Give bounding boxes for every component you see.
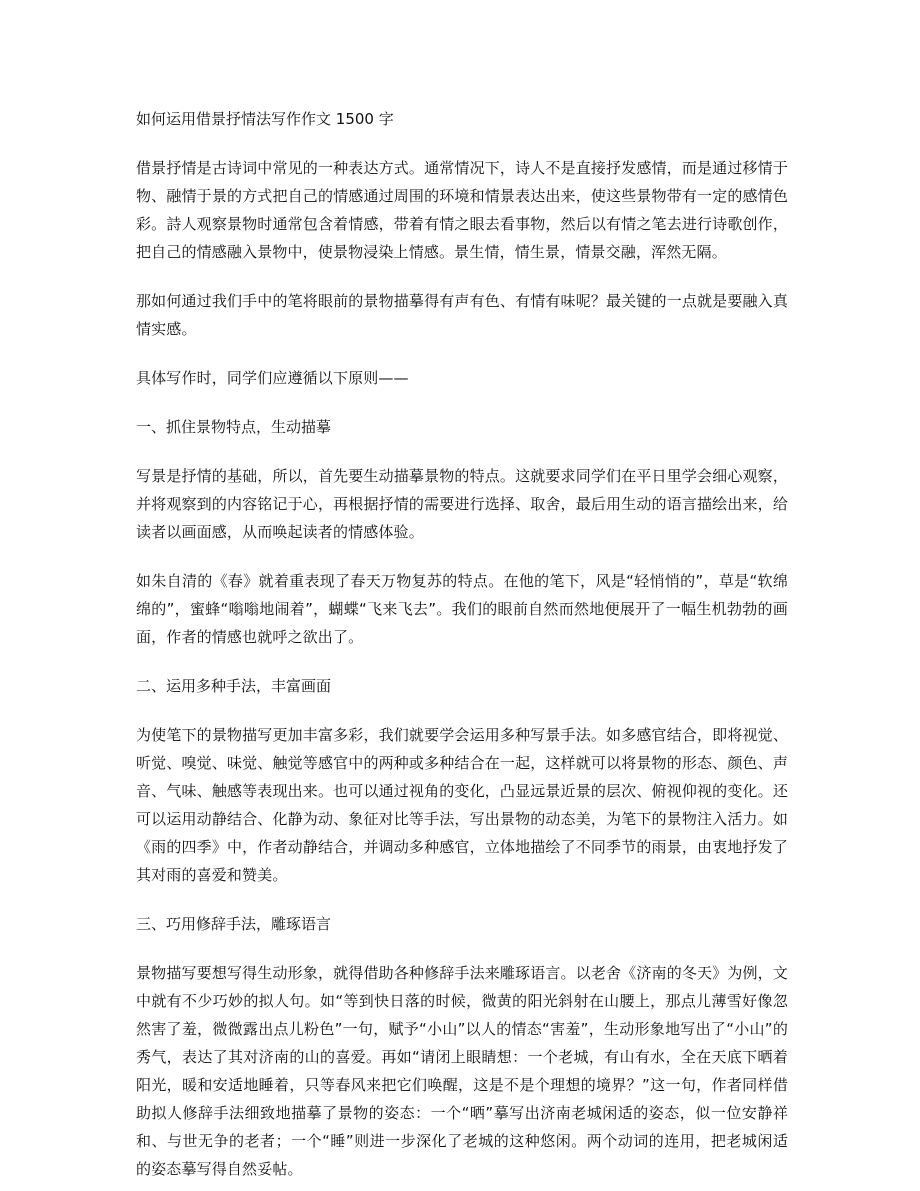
intro-paragraph: 那如何通过我们手中的笔将眼前的景物描摹得有声有色、有情有味呢？最关键的一点就是要融入真情实感。 xyxy=(136,292,788,338)
section-heading: 一、抓住景物特点，生动描摹 xyxy=(136,418,332,436)
intro-paragraph: 借景抒情是古诗词中常见的一种表达方式。通常情况下，诗人不是直接抒发感情，而是通过移情于物、融情于景的方式把自己的情感通过周围的环境和情景表达出来，使这些景物带有一定的感情色彩。詩人观察景物时通常包含着情感，带着有情之眼去看事物，然后以有情之笔去进行诗歌创作，把自己的情感融入景物中，使景物浸染上情感。景生情，情生景，情景交融，浑然无隔。 xyxy=(136,159,788,261)
section-paragraph: 写景是抒情的基础，所以，首先要生动描摹景物的特点。这就要求同学们在平日里学会细心观察，并将观察到的内容铭记于心，再根据抒情的需要进行选择、取舍，最后用生动的语言描绘出来，给读者以画面感，从而唤起读者的情感体验。 xyxy=(136,467,788,541)
intro-paragraph: 具体写作时，同学们应遵循以下原则—— xyxy=(136,369,409,387)
section-paragraph: 景物描写要想写得生动形象，就得借助各种修辞手法来雕琢语言。以老舍《济南的冬天》为例，文中就有不少巧妙的拟人句。如“等到快日落的时候，微黄的阳光斜射在山腰上，那点儿薄雪好像忽然害了羞，微微露出点儿粉色”一句，赋予“小山”以人的情态“害羞”，生动形象地写出了“小山”的秀气，表达了其对济南的山的喜爱。再如“请闭上眼睛想：一个老城，有山有水，全在天底下晒着阳光，暖和安适地睡着，只等春风来把它们唤醒，这是不是个理想的境界？”这一句，作者同样借助拟人修辞手法细致地描摹了景物的姿态：一个“晒”摹写出济南老城闲适的姿态，似一位安静祥和、与世无争的老者；一个“睡”则进一步深化了老城的这种悠闲。两个动词的连用，把老城闲适的姿态摹写得自然妥帖。 xyxy=(136,964,788,1178)
section-paragraph: 为使笔下的景物描写更加丰富多彩，我们就要学会运用多种写景手法。如多感官结合，即将视觉、听觉、嗅觉、味觉、触觉等感官中的两种或多种结合在一起，这样就可以将景物的形态、颜色、声音、气味、触感等表现出来。也可以通过视角的变化，凸显远景近景的层次、俯视仰视的变化。还可以运用动静结合、化静为动、象征对比等手法，写出景物的动态美，为笔下的景物注入活力。如《雨的四季》中，作者动静结合，并调动多种感官，立体地描绘了不同季节的雨景，由衷地抒发了其对雨的喜爱和赞美。 xyxy=(136,726,788,884)
section-paragraph: 如朱自清的《春》就着重表现了春天万物复苏的特点。在他的笔下，风是“轻悄悄的”，草是“软绵绵的”，蜜蜂“嗡嗡地闹着”，蝴蝶“飞来飞去”。我们的眼前自然而然地便展开了一幅生机勃勃的画面，作者的情感也就呼之欲出了。 xyxy=(136,572,788,646)
section-heading: 三、巧用修辞手法，雕琢语言 xyxy=(136,915,332,933)
document-title: 如何运用借景抒情法写作作文 1500 字 xyxy=(136,110,394,128)
section-heading: 二、运用多种手法，丰富画面 xyxy=(136,677,332,695)
